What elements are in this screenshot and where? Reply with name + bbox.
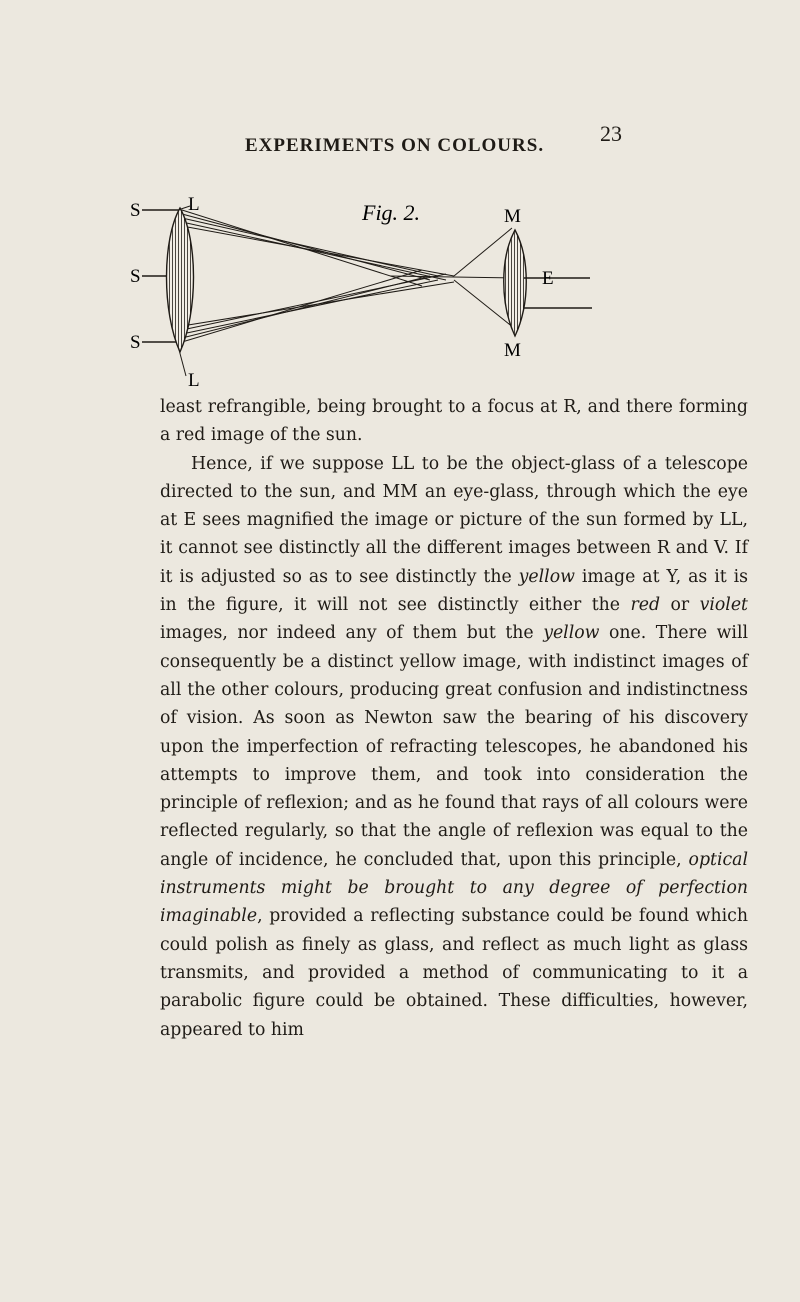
label-ray-top: S xyxy=(130,200,141,221)
label-eye: E xyxy=(542,268,554,289)
label-ray-bottom: S xyxy=(130,332,141,353)
text-run: , provided a reflecting substance could be found which could polish as finely as glass, and reflect as much light as glass transmits, and provided a method of communicating to it a parabolic figure could be obtained. These difficulties, however, appeared to him xyxy=(160,906,748,1040)
figure-caption: Fig. 2. xyxy=(362,200,421,225)
running-title: EXPERIMENTS ON COLOURS. xyxy=(245,135,545,156)
italic-run: red xyxy=(630,595,661,616)
lens-pointer-bottom xyxy=(178,346,186,376)
italic-run: optical instruments might be brought to any degree of perfection imaginable xyxy=(160,849,748,927)
telescope-diagram xyxy=(130,196,650,386)
label-lens-top: L xyxy=(188,196,200,215)
paragraph-telescope xyxy=(160,450,748,1044)
label-eyepiece-top: M xyxy=(504,206,521,227)
label-ray-mid: S xyxy=(130,266,141,287)
label-eyepiece-bottom: M xyxy=(504,340,521,361)
eye-glass-lens xyxy=(504,230,527,336)
italic-run: violet xyxy=(699,595,748,616)
page-number: 23 xyxy=(600,121,622,146)
running-head xyxy=(0,121,800,163)
text-run: Hence, if we suppose LL to be the object-glass of a telescope directed to the sun, and MM an eye-glass, through which the eye at E sees magnified the image or picture of the sun formed by LL, it cannot see distinctly all the different images between R and V. If it is adjusted so as to see distinctly the xyxy=(160,453,748,587)
italic-run: yellow xyxy=(543,623,600,644)
figure-telescope-diagram xyxy=(130,196,650,386)
text-run: or xyxy=(660,595,700,616)
italic-run: yellow xyxy=(518,566,575,587)
object-glass-lens xyxy=(167,208,194,352)
body-text xyxy=(160,393,748,1044)
text-run: images, nor indeed any of them but the xyxy=(160,623,544,644)
paragraph-continuation: least refrangible, being brought to a focus at R, and there forming a red image of the sun. xyxy=(160,397,748,446)
label-lens-bottom: L xyxy=(188,370,200,386)
text-run: image at Y, as it is in the figure, it will not see distinctly either the xyxy=(160,566,748,616)
refracted-rays xyxy=(182,210,520,342)
text-run: one. There will consequently be a distinct yellow image, with indistinct images of all the other colours, producing great confusion and indistinctness of vision. As soon as Newton saw the bearing of his discovery upon the imperfection of refracting telescopes, he abandoned his attempts to improve them, and took into consideration the principle of reflexion; and as he found that rays of all colours were reflected regularly, so that the angle of reflexion was equal to the angle of incidence, he concluded that, upon this principle, xyxy=(160,623,748,870)
